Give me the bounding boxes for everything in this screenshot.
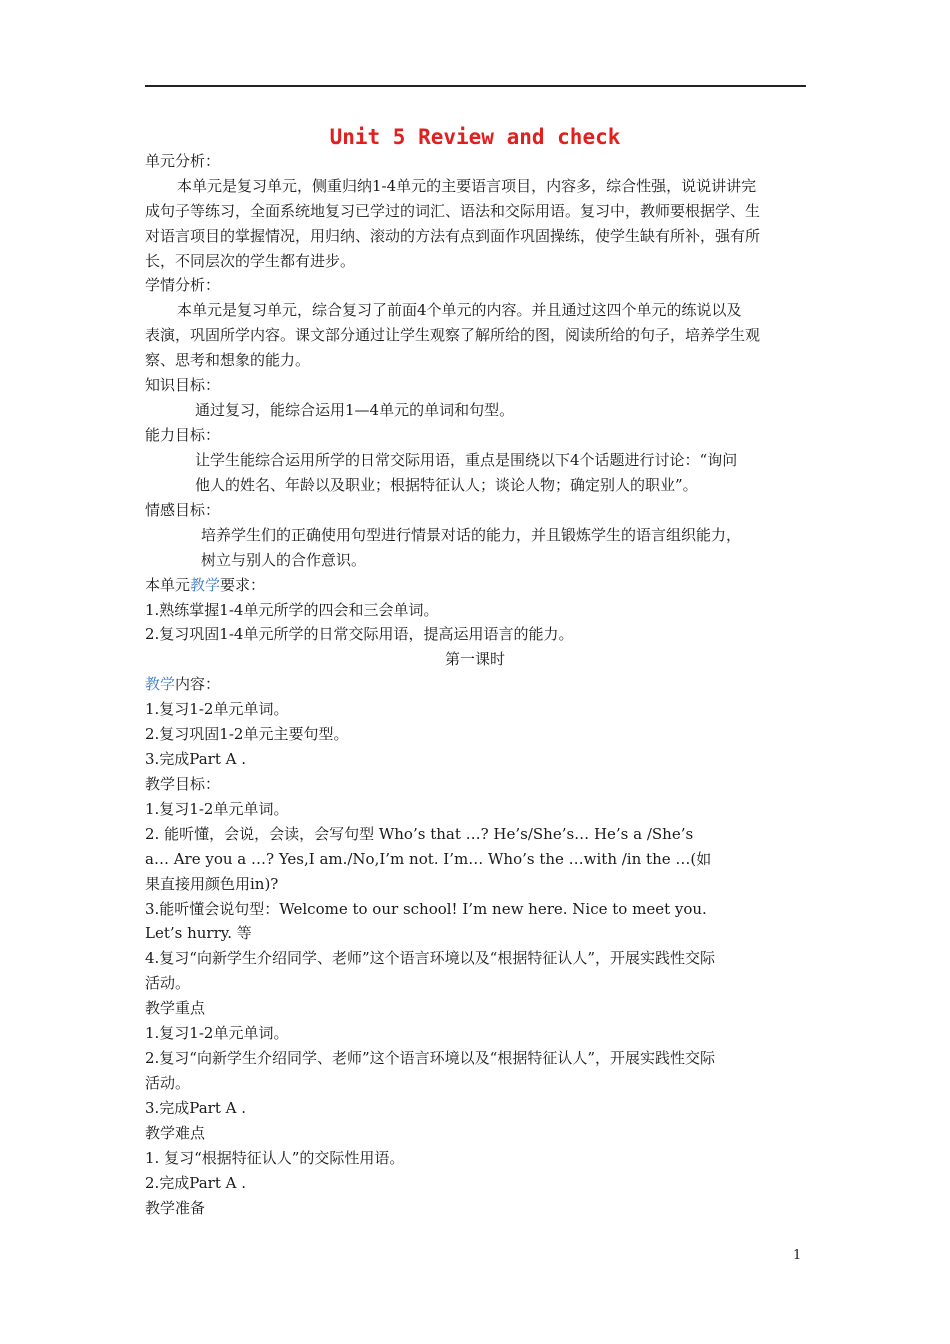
heading-emotional-goals: 情感目标： bbox=[145, 501, 221, 519]
heading-text: 内容： bbox=[175, 675, 221, 693]
lesson-heading: 第一课时 bbox=[444, 650, 505, 668]
heading-teaching-content bbox=[145, 672, 220, 696]
paragraph-line: 培养学生们的正确使用句型进行情景对话的能力，并且锻炼学生的语言组织能力， bbox=[201, 526, 742, 544]
list-item: 活动。 bbox=[145, 974, 191, 992]
page-number: 1 bbox=[793, 1248, 802, 1263]
list-item: 3.完成Part A . bbox=[145, 1099, 247, 1117]
paragraph-line: 通过复习，能综合运用1—4单元的单词和句型。 bbox=[195, 401, 515, 419]
list-item: 3.完成Part A . bbox=[145, 750, 247, 768]
paragraph-line: 对语言项目的掌握情况，用归纳、滚动的方法有点到面作巩固操练，使学生缺有所补，强有所 bbox=[145, 227, 761, 245]
list-item: 2.复习巩固1-4单元所学的日常交际用语，提高运用语言的能力。 bbox=[145, 625, 574, 643]
heading-teaching-preparation: 教学准备 bbox=[145, 1199, 206, 1217]
heading-teaching-goals: 教学目标： bbox=[145, 775, 221, 793]
list-item: 1.复习1-2单元单词。 bbox=[145, 800, 289, 818]
heading-link-text: 教学 bbox=[145, 675, 176, 693]
list-item: Let’s hurry. 等 bbox=[145, 924, 252, 942]
list-item: 3.能听懂会说句型：Welcome to our school! I’m new here. Nice to meet you. bbox=[145, 900, 707, 918]
paragraph-line: 表演，巩固所学内容。课文部分通过让学生观察了解所给的图，阅读所给的句子，培养学生观 bbox=[145, 326, 761, 344]
document-title: Unit 5 Review and check bbox=[329, 125, 621, 149]
paragraph-line: 长，不同层次的学生都有进步。 bbox=[145, 252, 356, 270]
list-item: a… Are you a …? Yes,I am./No,I’m not. I’m… Who’s the …with /in the …(如 bbox=[145, 850, 712, 868]
heading-link-text: 教学 bbox=[190, 576, 221, 594]
paragraph-line: 让学生能综合运用所学的日常交际用语，重点是围绕以下4个话题进行讨论：“询问 bbox=[195, 451, 738, 469]
paragraph-line: 他人的姓名、年龄以及职业；根据特征认人；谈论人物；确定别人的职业”。 bbox=[195, 476, 698, 494]
list-item: 活动。 bbox=[145, 1074, 191, 1092]
heading-teaching-difficulty: 教学难点 bbox=[145, 1124, 206, 1142]
list-item: 1.复习1-2单元单词。 bbox=[145, 1024, 289, 1042]
paragraph-line: 成句子等练习，全面系统地复习已学过的词汇、语法和交际用语。复习中，教师要根据学、生 bbox=[145, 202, 761, 220]
list-item: 4.复习“向新学生介绍同学、老师”这个语言环境以及“根据特征认人”，开展实践性交际 bbox=[145, 949, 715, 967]
heading-knowledge-goals: 知识目标： bbox=[145, 376, 221, 394]
list-item: 1.熟练掌握1-4单元所学的四会和三会单词。 bbox=[145, 601, 439, 619]
paragraph-line: 本单元是复习单元，侧重归纳1-4单元的主要语言项目，内容多，综合性强，说说讲讲完 bbox=[177, 177, 757, 195]
list-item: 2.完成Part A . bbox=[145, 1174, 247, 1192]
heading-unit-analysis: 单元分析： bbox=[145, 152, 221, 170]
heading-teaching-focus: 教学重点 bbox=[145, 999, 206, 1017]
header-rule bbox=[145, 85, 806, 87]
list-item: 1.复习1-2单元单词。 bbox=[145, 700, 289, 718]
heading-unit-requirements bbox=[145, 573, 265, 597]
list-item: 1. 复习“根据特征认人”的交际性用语。 bbox=[145, 1149, 405, 1167]
heading-ability-goals: 能力目标： bbox=[145, 426, 221, 444]
list-item: 2.复习“向新学生介绍同学、老师”这个语言环境以及“根据特征认人”，开展实践性交际 bbox=[145, 1049, 715, 1067]
list-item: 2. 能听懂，会说，会读，会写句型 Who’s that …? He’s/She’s… He’s a /She’s bbox=[145, 825, 694, 843]
list-item: 果直接用颜色用in)? bbox=[145, 875, 279, 893]
list-item: 2.复习巩固1-2单元主要句型。 bbox=[145, 725, 349, 743]
heading-student-analysis: 学情分析： bbox=[145, 276, 221, 294]
heading-text: 本单元 bbox=[145, 576, 191, 594]
heading-text: 要求： bbox=[220, 576, 266, 594]
paragraph-line: 察、思考和想象的能力。 bbox=[145, 351, 311, 369]
paragraph-line: 本单元是复习单元，综合复习了前面4个单元的内容。并且通过这四个单元的练说以及 bbox=[177, 301, 742, 319]
paragraph-line: 树立与别人的合作意识。 bbox=[201, 551, 367, 569]
